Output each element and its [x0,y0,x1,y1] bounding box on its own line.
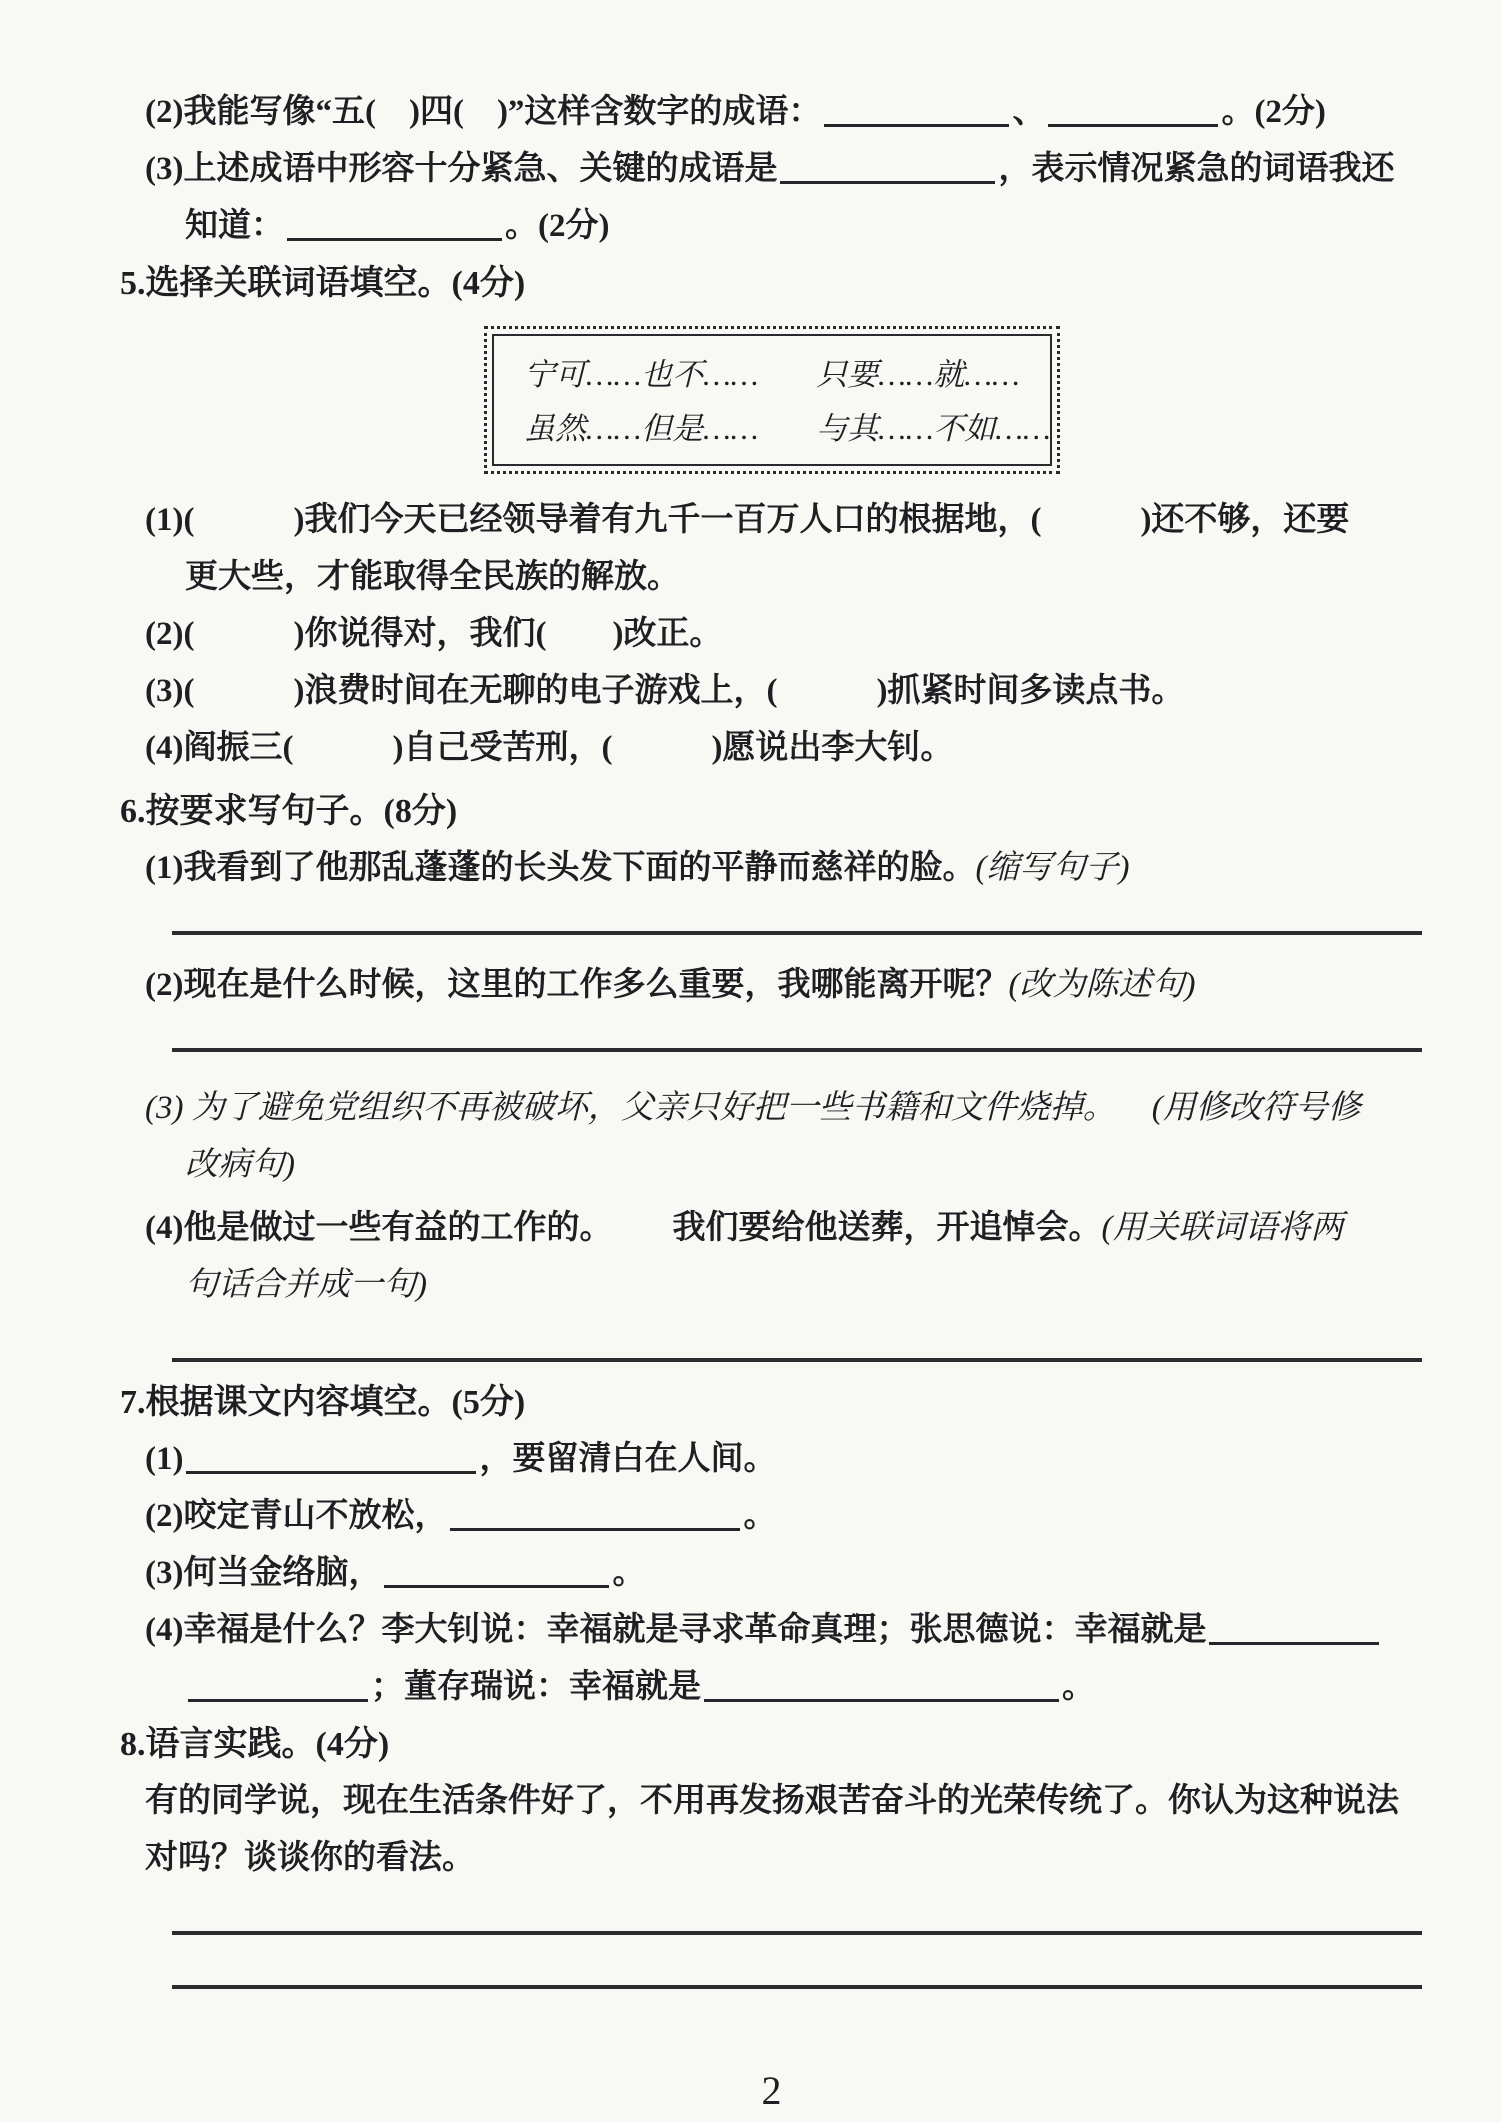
q7-item4-text-1: (4)幸福是什么？李大钊说：幸福就是寻求革命真理；张思德说：幸福就是 [145,1612,1207,1648]
q6-item4-sentence-2: 我们要给他送葬，开追悼会。 [672,1210,1102,1246]
q7-item3-text: (3)何当金络脑， [145,1555,382,1591]
q5-item-4 [120,720,1423,777]
answer-line [172,1358,1422,1362]
q6-item3-text: (3) 为了避免党组织不再被破坏，父亲只好把一些书籍和文件烧掉。 [145,1090,1116,1126]
fill-in-blank [824,122,1009,127]
answer-line [172,1048,1422,1052]
section-question-7 [120,1374,1423,1716]
q6-item3-requirement-2: 改病句) [185,1147,295,1183]
q7-item2-period: 。 [743,1498,777,1534]
fill-in-blank [780,179,995,184]
q4-item-3 [120,141,1423,255]
q6-item1-text: (1)我看到了他那乱蓬蓬的长头发下面的平静而慈祥的脸。 [145,850,976,886]
section-question-5 [120,255,1423,777]
q7-item-1 [120,1431,1423,1488]
q7-item2-text: (2)咬定青山不放松， [145,1498,448,1534]
q7-item4-period: 。 [1062,1669,1095,1705]
q4-item3-text-1: (3)上述成语中形容十分紧急、关键的成语是 [145,151,778,187]
fill-in-blank [384,1583,609,1588]
q6-item2-requirement: (改为陈述句) [1008,967,1196,1003]
q5-item3-line: (3)( )浪费时间在无聊的电子游戏上，( )抓紧时间多读点书。 [145,673,1185,709]
fill-in-blank [186,1469,476,1474]
q6-item-2 [120,957,1423,1014]
q4-item2-text: (2)我能写像“五( )四( )”这样含数字的成语： [145,94,822,130]
q6-title: 6.按要求写句子。(8分) [120,793,458,830]
q5-item-1 [120,492,1423,606]
fill-in-blank [450,1526,740,1531]
q4-item2-score: 。(2分) [1221,94,1326,130]
q8-title: 8.语言实践。(4分) [120,1726,390,1763]
q5-item-2 [120,606,1423,663]
q5-title: 5.选择关联词语填空。(4分) [120,265,526,302]
fill-in-blank [704,1697,1059,1702]
answer-line [172,931,1422,935]
fill-in-blank [188,1697,368,1702]
q6-item3-requirement-1: (用修改符号修 [1151,1090,1361,1126]
q4-item-2 [120,84,1423,141]
q5-item1-line1: (1)( )我们今天已经领导着有九千一百万人口的根据地，( )还不够，还要 [145,502,1350,538]
q6-item4-sentence-1: (4)他是做过一些有益的工作的。 [145,1210,613,1246]
q6-item-1 [120,840,1423,897]
q4-item2-separator: 、 [1012,94,1046,130]
connective-option: 只要……就…… [816,357,1020,392]
q7-item-4 [120,1602,1423,1716]
q7-item3-period: 。 [612,1555,646,1591]
connective-option: 与其……不如…… [816,411,1051,446]
fill-in-blank [287,236,502,241]
q7-item-3 [120,1545,1423,1602]
q7-item4-text-2: ；董存瑞说：幸福就是 [371,1669,701,1705]
q6-item-3 [120,1080,1423,1194]
q7-item1-text: ，要留清白在人间。 [479,1441,777,1477]
connectives-box [492,334,1052,466]
q7-item-2 [120,1488,1423,1545]
section-question-8 [120,1716,1423,1989]
q7-title: 7.根据课文内容填空。(5分) [120,1384,526,1421]
fill-in-blank [1048,122,1218,127]
section-question-4 [120,84,1423,255]
fill-in-blank [1209,1640,1379,1645]
q6-item4-requirement-1: (用关联词语将两 [1101,1210,1344,1246]
section-question-6 [120,783,1423,1362]
q4-item3-text-2: ，表示情况紧急的词语我还 [998,151,1395,187]
q6-item4-requirement-2: 句话合并成一句) [185,1267,427,1303]
q5-item1-line2: 更大些，才能取得全民族的解放。 [185,559,680,595]
q5-item-3 [120,663,1423,720]
q6-item-4 [120,1200,1423,1314]
page-number: 2 [761,2068,782,2113]
q4-item3-text-3: 知道： [185,208,284,244]
q7-item1-label: (1) [145,1441,184,1477]
q5-item2-line: (2)( )你说得对，我们( )改正。 [145,616,723,652]
connectives-row-1 [524,348,1030,402]
q4-item3-score: 。(2分) [505,208,610,244]
answer-line [172,1985,1422,1989]
connective-option: 宁可……也不…… [524,357,759,392]
answer-line [172,1931,1422,1935]
connectives-row-2 [524,402,1051,456]
connective-option: 虽然……但是…… [524,411,759,446]
q8-body [120,1773,1423,1887]
q8-prompt-text: 有的同学说，现在生活条件好了，不用再发扬艰苦奋斗的光荣传统了。你认为这种说法对吗？谈谈你的看法。 [145,1783,1399,1876]
q5-item4-line: (4)阎振三( )自己受苦刑，( )愿说出李大钊。 [145,730,954,766]
q6-item2-text: (2)现在是什么时候，这里的工作多么重要，我哪能离开呢？ [145,967,1009,1003]
q6-item1-requirement: (缩写句子) [975,850,1130,886]
